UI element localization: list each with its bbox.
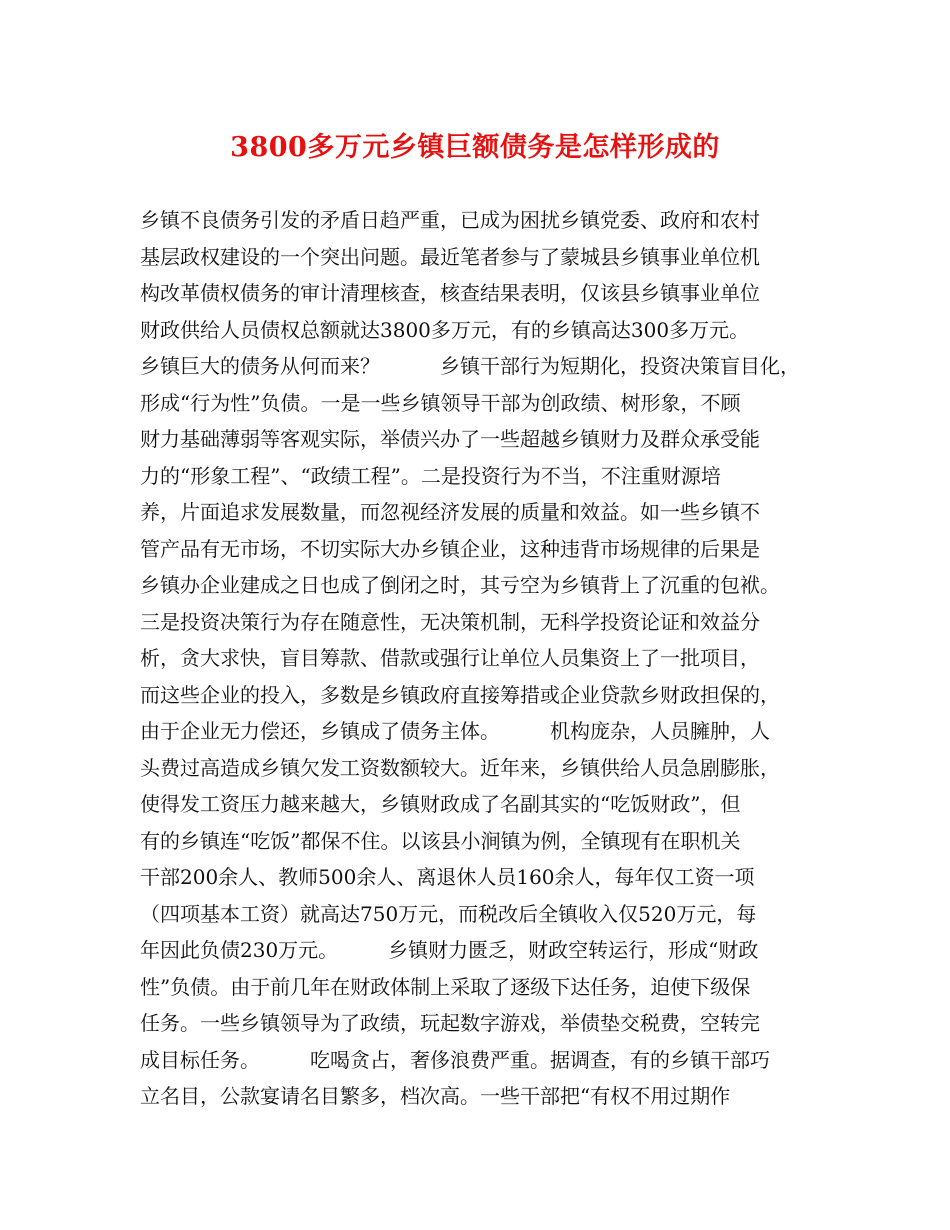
body-line: 乡镇办企业建成之日也成了倒闭之时，其亏空为乡镇背上了沉重的包袱。: [140, 573, 780, 597]
document-body: [140, 202, 840, 1115]
body-line: 构改革债权债务的审计清理核查，核查结果表明，仅该县乡镇事业单位: [140, 281, 760, 305]
document-title: 3800多万元乡镇巨额债务是怎样形成的: [230, 132, 720, 163]
body-line: 乡镇巨大的债务从何而来？ 乡镇干部行为短期化，投资决策盲目化，: [140, 354, 800, 378]
body-line: 由于企业无力偿还，乡镇成了债务主体。 机构庞杂，人员臃肿，人: [140, 719, 770, 743]
body-line: 乡镇不良债务引发的矛盾日趋严重，已成为困扰乡镇党委、政府和农村: [140, 208, 760, 232]
body-line: 形成“行为性”负债。一是一些乡镇领导干部为创政绩、树形象，不顾: [140, 390, 741, 415]
body-line: 任务。一些乡镇领导为了政绩，玩起数字游戏，举债垫交税费，空转完: [140, 1011, 760, 1035]
body-line: 立名目，公款宴请名目繁多，档次高。一些干部把“有权不用过期作: [140, 1084, 731, 1108]
body-line: 性”负债。由于前几年在财政体制上采取了逐级下达任务，迫使下级保: [140, 974, 751, 999]
body-line: 财力基础薄弱等客观实际，举债兴办了一些超越乡镇财力及群众承受能: [140, 427, 760, 451]
body-line: 力的“形象工程”、“政绩工程”。二是投资行为不当，不注重财源培: [140, 463, 721, 488]
body-line: （四项基本工资）就高达750万元，而税改后全镇收入仅520万元，每: [140, 901, 757, 926]
body-line: 干部200余人、教师500余人、离退休人员160余人，每年仅工资一项: [140, 865, 755, 889]
body-line: 管产品有无市场，不切实际大办乡镇企业，这种违背市场规律的后果是: [140, 536, 760, 561]
body-line: 成目标任务。 吃喝贪占，奢侈浪费严重。据调查，有的乡镇干部巧: [140, 1047, 770, 1072]
body-line: 养，片面追求发展数量，而忽视经济发展的质量和效益。如一些乡镇不: [140, 500, 760, 524]
body-line: 而这些企业的投入，多数是乡镇政府直接筹措或企业贷款乡财政担保的，: [140, 682, 780, 707]
body-line: 财政供给人员债权总额就达3800多万元，有的乡镇高达300多万元。: [140, 317, 750, 342]
body-line: 头费过高造成乡镇欠发工资数额较大。近年来，乡镇供给人员急剧膨胀，: [140, 755, 780, 780]
body-line: 使得发工资压力越来越大，乡镇财政成了名副其实的“吃饭财政”，但: [140, 792, 741, 816]
body-line: 有的乡镇连“吃饭”都保不住。以该县小涧镇为例，全镇现有在职机关: [140, 828, 741, 853]
body-line: 析，贪大求快，盲目筹款、借款或强行让单位人员集资上了一批项目，: [140, 646, 760, 670]
body-line: 基层政权建设的一个突出问题。最近笔者参与了蒙城县乡镇事业单位机: [140, 244, 760, 269]
body-line: 三是投资决策行为存在随意性，无决策机制，无科学投资论证和效益分: [140, 609, 760, 634]
body-line: 年因此负债230万元。 乡镇财力匮乏，财政空转运行，形成“财政: [140, 938, 759, 962]
